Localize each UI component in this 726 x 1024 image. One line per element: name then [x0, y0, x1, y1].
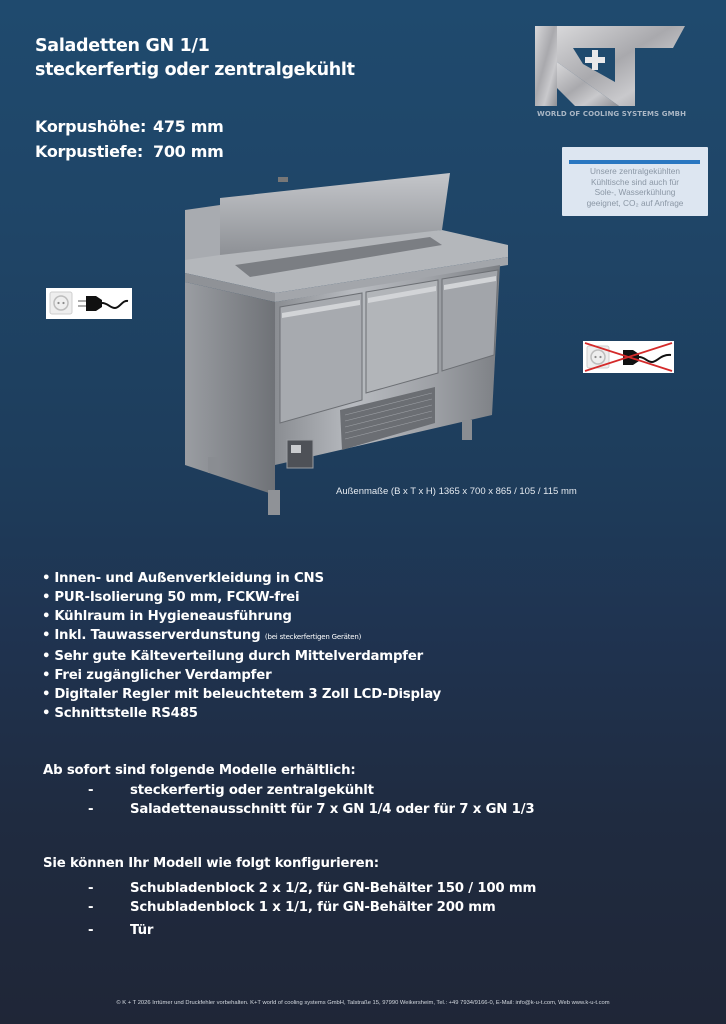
feature-text: Schnittstelle RS485 [54, 706, 198, 721]
footer-legal: © K + T 2026 Irrtümer und Druckfehler vorbehalten. K+T world of cooling systems GmbH, Talstraße 15, 97990 Weikersheim, Tel.: +49 7934/9166-0, E-Mail: info@k-u-t.com, Web www.k-u-t.com [116, 1000, 610, 1006]
dash: - [88, 900, 94, 915]
feature-item [42, 588, 441, 607]
feature-text: Frei zugänglicher Verdampfer [54, 668, 272, 683]
dash: - [88, 802, 94, 817]
plug-in-socket-icon [46, 288, 132, 319]
models-section [43, 761, 534, 820]
feature-text: Kühlraum in Hygieneausführung [54, 609, 292, 624]
logo-tagline: WORLD OF COOLING SYSTEMS GMBH [537, 110, 687, 118]
feature-item [42, 569, 441, 588]
dimension-height [35, 114, 224, 139]
info-box [562, 147, 708, 216]
config-text: Schubladenblock 2 x 1/2, für GN-Behälter 150 / 100 mm [130, 880, 537, 896]
dimension-label: Korpushöhe: [35, 117, 147, 136]
model-item [43, 781, 534, 801]
bullet: • [42, 668, 51, 683]
feature-text: Sehr gute Kälteverteilung durch Mittelverdampfer [54, 649, 424, 664]
dimension-value: 700 mm [153, 142, 224, 161]
config-item [43, 898, 536, 918]
model-text: Saladettenausschnitt für 7 x GN 1/4 oder für 7 x GN 1/3 [130, 802, 535, 817]
config-item [43, 879, 536, 899]
bullet: • [42, 687, 51, 702]
feature-item [42, 607, 441, 626]
feature-item [42, 626, 441, 647]
bullet: • [42, 590, 51, 605]
info-line: Kühltische sind auch für [590, 176, 680, 187]
kt-logo [535, 24, 685, 122]
body-dimensions [35, 114, 224, 164]
feature-item [42, 704, 441, 723]
feature-item [42, 685, 441, 704]
info-line: Unsere zentralgekühlten [590, 166, 680, 176]
feature-text: Innen- und Außenverkleidung in CNS [54, 571, 324, 586]
page-title [35, 34, 355, 82]
bullet: • [42, 609, 51, 624]
feature-note: (bei steckerfertigen Geräten) [264, 633, 362, 641]
feature-item [42, 666, 441, 685]
feature-list [42, 569, 441, 723]
dimension-value: 475 mm [153, 117, 224, 136]
title-line-2: steckerfertig oder zentralgekühlt [35, 60, 355, 80]
dimension-label: Korpustiefe: [35, 142, 143, 161]
config-heading: Sie können Ihr Modell wie folgt konfigurieren: [43, 856, 379, 871]
dash: - [88, 782, 94, 798]
feature-text: Inkl. Tauwasserverdunstung [54, 628, 261, 643]
config-text: Tür [130, 922, 154, 938]
model-item [43, 800, 534, 820]
feature-text: PUR-Isolierung 50 mm, FCKW-frei [54, 590, 300, 605]
info-line: Sole-, Wasserkühlung [594, 187, 676, 197]
info-box-accent-bar [569, 160, 700, 164]
model-text: steckerfertig oder zentralgekühlt [130, 782, 374, 798]
bullet: • [42, 649, 51, 664]
feature-item [42, 647, 441, 666]
product-image [180, 165, 520, 520]
info-line: geeignet, CO₂ auf Anfrage [586, 197, 684, 208]
outer-dimensions-caption: Außenmaße (B x T x H) 1365 x 700 x 865 / 105 / 115 mm [336, 486, 577, 497]
bullet: • [42, 628, 51, 643]
title-line-1: Saladetten GN 1/1 [35, 36, 210, 56]
plug-crossed-out-icon [583, 341, 674, 373]
feature-text: Digitaler Regler mit beleuchtetem 3 Zoll LCD-Display [54, 687, 442, 702]
models-heading: Ab sofort sind folgende Modelle erhältlich: [43, 763, 356, 778]
kt-logo-icon [535, 24, 685, 108]
bullet: • [42, 706, 51, 721]
bullet: • [42, 571, 51, 586]
dimension-depth [35, 139, 224, 164]
dash: - [88, 880, 94, 896]
config-text: Schubladenblock 1 x 1/1, für GN-Behälter 200 mm [130, 900, 496, 915]
config-item [43, 921, 536, 941]
dash: - [88, 922, 94, 938]
config-section [43, 854, 536, 940]
info-box-text [566, 166, 704, 208]
